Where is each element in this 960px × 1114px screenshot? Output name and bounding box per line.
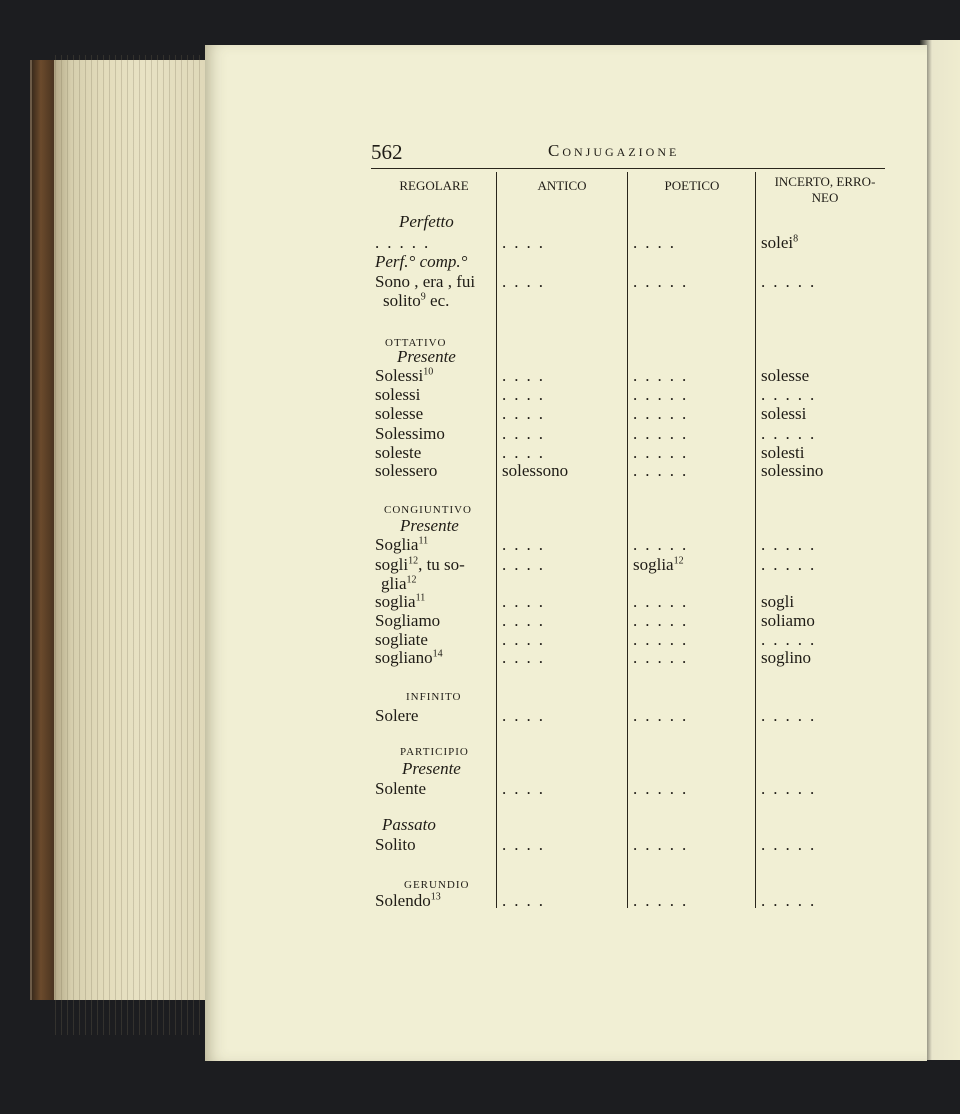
cell-incerto-solesse	[761, 404, 806, 423]
page-edge-lines	[55, 55, 215, 1035]
cell-incerto-solessi2-text: .....	[761, 385, 823, 404]
cell-regolare-sogli-tail: , tu so-	[418, 555, 465, 574]
cell-antico-solere	[502, 706, 551, 725]
cell-regolare-soglia2-text: soglia	[375, 592, 416, 611]
cell-antico-solesse-text: ....	[502, 404, 551, 423]
cell-regolare-soleste-text: soleste	[375, 443, 422, 462]
cell-incerto-solessimo-text: .....	[761, 424, 823, 443]
cell-regolare-solessi1	[375, 366, 433, 385]
cell-regolare-solere	[375, 706, 418, 725]
column-header-incerto	[760, 174, 890, 206]
cell-regolare-solessi1-text: Solessi	[375, 366, 424, 385]
cell-poetico-sogliano	[633, 648, 694, 667]
cell-antico-solendo	[502, 891, 551, 910]
cell-incerto-solendo	[761, 891, 822, 910]
cell-incerto-solente-text: .....	[761, 779, 823, 798]
running-head: Conjugazione	[548, 141, 680, 160]
cell-incerto-soglia2	[761, 592, 794, 611]
cell-regolare-solente	[375, 779, 426, 798]
cell-poetico-sogliamo-text: .....	[633, 611, 695, 630]
column-header-antico: ANTICO	[537, 178, 587, 193]
cell-poetico-solendo-text: .....	[633, 891, 695, 910]
cell-incerto-soglia2-text: sogli	[761, 592, 795, 611]
cell-poetico-sogli-footnote-mark: 12	[673, 555, 684, 567]
cell-incerto-sogliate	[761, 630, 822, 649]
cell-antico-sono-text: ....	[502, 272, 551, 291]
cell-antico-sogliamo-text: ....	[502, 611, 551, 630]
cell-antico-solito2-text: ....	[502, 835, 551, 854]
cell-regolare-soglia-cont-footnote-mark: 12	[406, 574, 417, 586]
cell-regolare-perfetto-h	[399, 212, 454, 231]
cell-regolare-perf-comp-h	[375, 252, 467, 271]
cell-poetico-sogliamo	[633, 611, 694, 630]
cell-regolare-soglia-cont-text: glia	[381, 574, 407, 593]
cell-incerto-solessi1	[761, 366, 809, 385]
cell-poetico-soleste	[633, 443, 694, 462]
cell-poetico-solente	[633, 779, 694, 798]
cell-regolare-infinito-h	[406, 688, 461, 707]
cell-antico-solessimo	[502, 424, 551, 443]
column-rule-1	[496, 172, 497, 908]
cell-regolare-solendo-footnote-mark: 13	[430, 891, 441, 903]
cell-poetico-soglia2	[633, 592, 694, 611]
cell-regolare-solente-text: Solente	[375, 779, 426, 798]
cell-regolare-solendo-text: Solendo	[375, 891, 431, 910]
cell-antico-solessero	[502, 461, 568, 480]
cell-incerto-soleste-text: solesti	[761, 443, 805, 462]
cell-regolare-solessi1-footnote-mark: 10	[423, 366, 434, 378]
cell-poetico-sogliate	[633, 630, 694, 649]
column-header-poetico: POETICO	[664, 178, 720, 193]
cell-poetico-sogliano-text: .....	[633, 648, 695, 667]
cell-antico-sogliano	[502, 648, 551, 667]
cell-regolare-soglia1-footnote-mark: 11	[418, 535, 429, 547]
cell-regolare-solessi2	[375, 385, 420, 404]
cell-incerto-soglia1	[761, 535, 822, 554]
cell-poetico-soglia1-text: .....	[633, 535, 695, 554]
cell-regolare-presente-h3-text: Presente	[402, 759, 461, 778]
cell-incerto-sono	[761, 272, 822, 291]
cell-poetico-solessero	[633, 461, 694, 480]
cell-regolare-solesse-text: solesse	[375, 404, 424, 423]
cell-regolare-solesse	[375, 404, 423, 423]
cell-antico-solesse	[502, 404, 551, 423]
cell-regolare-sogli	[375, 555, 465, 574]
column-rule-3	[755, 172, 756, 908]
cell-regolare-sono	[375, 272, 475, 291]
cell-antico-perfetto-1-text: ....	[502, 233, 551, 252]
cell-regolare-solere-text: Solere	[375, 706, 419, 725]
cell-regolare-ottativo-h-text: OTTATIVO	[385, 337, 447, 349]
cell-regolare-presente-h2-text: Presente	[400, 516, 459, 535]
cell-poetico-solito2-text: .....	[633, 835, 695, 854]
cell-regolare-presente-h3	[402, 759, 461, 778]
cell-regolare-solito-tail: ec.	[425, 291, 450, 310]
cell-antico-sogliate	[502, 630, 551, 649]
cell-antico-soleste	[502, 443, 551, 462]
cell-regolare-solito-text: solito	[383, 291, 421, 310]
cell-regolare-soglia1-text: Soglia	[375, 535, 419, 554]
cell-regolare-sogliano-text: sogliano	[375, 648, 433, 667]
cell-poetico-sogli-text: soglia	[633, 555, 674, 574]
page-number: 562	[371, 140, 403, 164]
cell-regolare-soglia2-footnote-mark: 11	[415, 592, 426, 604]
cell-regolare-sogliano	[375, 648, 443, 667]
column-header-incerto-line2: NEO	[811, 190, 839, 205]
cell-antico-solendo-text: ....	[502, 891, 551, 910]
cell-poetico-solere	[633, 706, 694, 725]
cell-poetico-sogliate-text: .....	[633, 630, 695, 649]
cell-regolare-solessero-text: solessero	[375, 461, 438, 480]
cell-incerto-soglia1-text: .....	[761, 535, 823, 554]
cell-regolare-presente-h1-text: Presente	[397, 347, 456, 366]
cell-poetico-perfetto-1-text: ....	[633, 233, 682, 252]
cell-incerto-sogli-text: .....	[761, 555, 823, 574]
cell-regolare-solessimo	[375, 424, 445, 443]
cell-regolare-perfetto-h-text: Perfetto	[399, 212, 454, 231]
header-top-rule	[371, 168, 885, 169]
cell-antico-solente	[502, 779, 551, 798]
cell-poetico-solente-text: .....	[633, 779, 695, 798]
cell-incerto-sogliate-text: .....	[761, 630, 823, 649]
cell-poetico-sono-text: .....	[633, 272, 695, 291]
cell-antico-sogli	[502, 555, 551, 574]
cell-poetico-soglia1	[633, 535, 694, 554]
cell-incerto-sono-text: .....	[761, 272, 823, 291]
cell-regolare-solessi2-text: solessi	[375, 385, 421, 404]
cell-antico-sono	[502, 272, 551, 291]
cell-regolare-sogliamo-text: Sogliamo	[375, 611, 441, 630]
cell-incerto-solessi1-text: solesse	[761, 366, 810, 385]
cell-incerto-solito2	[761, 835, 822, 854]
cell-antico-sogli-text: ....	[502, 555, 551, 574]
cell-poetico-solessi2	[633, 385, 694, 404]
cell-poetico-solessi1	[633, 366, 694, 385]
cell-regolare-soglia2	[375, 592, 425, 611]
cell-incerto-perfetto-1-footnote-mark: 8	[793, 233, 799, 245]
cell-regolare-sogli-text: sogli	[375, 555, 409, 574]
cell-incerto-solere	[761, 706, 822, 725]
column-rule-2	[627, 172, 628, 908]
cell-regolare-solito2	[375, 835, 416, 854]
cell-regolare-perf-comp-h-text: Perf.° comp.°	[375, 252, 468, 271]
cell-antico-solente-text: ....	[502, 779, 551, 798]
cell-poetico-solesse-text: .....	[633, 404, 695, 423]
cell-incerto-sogliamo	[761, 611, 815, 630]
cell-poetico-solessero-text: .....	[633, 461, 695, 480]
cell-incerto-sogliamo-text: soliamo	[761, 611, 815, 630]
cell-antico-perfetto-1	[502, 233, 551, 252]
cell-poetico-perfetto-1	[633, 233, 682, 252]
cell-poetico-solendo	[633, 891, 694, 910]
cell-poetico-soleste-text: .....	[633, 443, 695, 462]
cell-poetico-solessimo-text: .....	[633, 424, 695, 443]
cell-regolare-solendo	[375, 891, 441, 910]
cell-regolare-participio-h-text: PARTICIPIO	[400, 746, 469, 758]
cell-poetico-solesse	[633, 404, 694, 423]
book-cover-spine	[32, 60, 54, 1000]
cell-antico-solessi2	[502, 385, 551, 404]
cell-antico-solessero-text: solessono	[502, 461, 569, 480]
cell-poetico-soglia2-text: .....	[633, 592, 695, 611]
cell-regolare-solito2-text: Solito	[375, 835, 416, 854]
cell-regolare-sogliano-footnote-mark: 14	[432, 648, 443, 660]
cell-poetico-sogli	[633, 555, 684, 574]
cell-regolare-congiuntivo-h-text: CONGIUNTIVO	[384, 504, 472, 516]
cell-regolare-presente-h1	[397, 347, 456, 366]
cell-antico-solito2	[502, 835, 551, 854]
cell-regolare-perfetto-1-text: .....	[375, 233, 437, 252]
cell-poetico-solessimo	[633, 424, 694, 443]
cell-regolare-solito-footnote-mark: 9	[420, 291, 426, 303]
cell-antico-solessimo-text: ....	[502, 424, 551, 443]
cell-poetico-solessi2-text: .....	[633, 385, 695, 404]
cell-poetico-solessi1-text: .....	[633, 366, 695, 385]
cell-incerto-solessero-text: solessino	[761, 461, 824, 480]
cell-incerto-solito2-text: .....	[761, 835, 823, 854]
cell-regolare-gerundio-h-text: GERUNDIO	[404, 879, 470, 891]
cell-incerto-perfetto-1-text: solei	[761, 233, 794, 252]
cell-regolare-sogliate-text: sogliate	[375, 630, 428, 649]
cell-regolare-soglia-cont	[381, 574, 417, 593]
cell-regolare-infinito-h-text: INFINITO	[406, 691, 462, 703]
cell-regolare-passato-h-text: Passato	[382, 815, 436, 834]
cell-antico-soglia1	[502, 535, 551, 554]
cell-antico-solessi1	[502, 366, 551, 385]
cell-poetico-solere-text: .....	[633, 706, 695, 725]
cell-regolare-soglia1	[375, 535, 428, 554]
cell-antico-solessi2-text: ....	[502, 385, 551, 404]
cell-incerto-solere-text: .....	[761, 706, 823, 725]
cell-regolare-solito	[383, 291, 449, 310]
cell-incerto-solente	[761, 779, 822, 798]
cell-antico-sogliamo	[502, 611, 551, 630]
cell-regolare-sogliate	[375, 630, 428, 649]
cell-poetico-sono	[633, 272, 694, 291]
cell-regolare-sogli-footnote-mark: 12	[408, 555, 419, 567]
cell-poetico-solito2	[633, 835, 694, 854]
cell-regolare-sono-text: Sono , era , fui	[375, 272, 476, 291]
cell-antico-soleste-text: ....	[502, 443, 551, 462]
cell-regolare-solessimo-text: Solessimo	[375, 424, 445, 443]
cell-incerto-solendo-text: .....	[761, 891, 823, 910]
cell-incerto-solesse-text: solessi	[761, 404, 807, 423]
cell-incerto-solessero	[761, 461, 823, 480]
column-header-incerto-line1: INCERTO, ERRO-	[774, 174, 876, 189]
cell-incerto-sogliano-text: soglino	[761, 648, 812, 667]
cell-regolare-perfetto-1	[375, 233, 436, 252]
cell-incerto-sogliano	[761, 648, 811, 667]
cell-antico-soglia1-text: ....	[502, 535, 551, 554]
cell-regolare-passato-h	[382, 815, 436, 834]
column-header-regolare: REGOLARE	[399, 178, 469, 193]
cell-regolare-solessero	[375, 461, 437, 480]
cell-regolare-presente-h2	[400, 516, 459, 535]
cell-antico-sogliano-text: ....	[502, 648, 551, 667]
cell-antico-sogliate-text: ....	[502, 630, 551, 649]
cell-incerto-solessimo	[761, 424, 822, 443]
cell-incerto-perfetto-1	[761, 233, 798, 252]
cell-antico-solere-text: ....	[502, 706, 551, 725]
cell-incerto-soleste	[761, 443, 804, 462]
cell-regolare-soleste	[375, 443, 421, 462]
cell-antico-soglia2-text: ....	[502, 592, 551, 611]
cell-antico-solessi1-text: ....	[502, 366, 551, 385]
cell-antico-soglia2	[502, 592, 551, 611]
cell-incerto-solessi2	[761, 385, 822, 404]
cell-incerto-sogli	[761, 555, 822, 574]
cell-regolare-sogliamo	[375, 611, 440, 630]
